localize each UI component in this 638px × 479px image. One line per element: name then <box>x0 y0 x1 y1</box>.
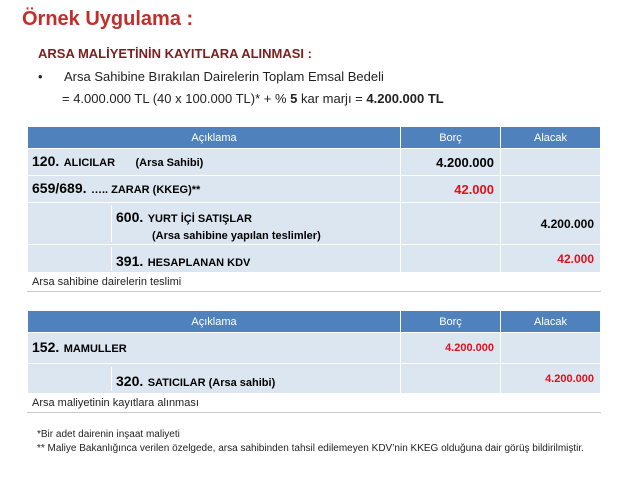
formula-prefix: = 4.000.000 TL (40 x 100.000 TL)* + % <box>62 91 291 106</box>
account-code: 391. <box>116 252 144 269</box>
table-note-row <box>28 273 601 292</box>
formula-rate: 5 <box>290 91 298 106</box>
account-name: MAMULLER <box>63 343 127 355</box>
header-desc: Açıklama <box>28 311 401 333</box>
header-debit: Borç <box>401 311 501 333</box>
account-name: ….. ZARAR (KKEG)** <box>90 184 201 196</box>
table-header <box>28 127 601 149</box>
credit-cell: 42.000 <box>501 245 601 273</box>
table-row <box>28 245 601 273</box>
section-subtitle: ARSA MALİYETİNİN KAYITLARA ALINMASI : <box>38 46 312 61</box>
table-row <box>28 364 601 394</box>
account-extra: (Arsa sahibine yapılan teslimler) <box>152 230 321 242</box>
footnote-1: *Bir adet dairenin inşaat maliyeti <box>37 429 180 440</box>
debit-cell <box>401 364 501 394</box>
formula-total: 4.200.000 TL <box>366 91 444 106</box>
header-credit: Alacak <box>501 127 601 149</box>
credit-cell: 4.200.000 <box>501 364 601 394</box>
debit-cell <box>401 245 501 273</box>
debit-cell: 4.200.000 <box>401 149 501 176</box>
account-cell <box>28 364 401 394</box>
table-row <box>28 176 601 203</box>
account-code: 152. <box>32 339 60 355</box>
credit-cell <box>501 149 601 176</box>
footnote-2: ** Maliye Bakanlığınca verilen özelgede, arsa sahibinden tahsil edilemeyen KDV’nin KKEG olduğuna dair görüş bildirilmiştir. <box>37 443 584 454</box>
account-name: HESAPLANAN KDV <box>147 256 251 269</box>
table-note: Arsa sahibine dairelerin teslimi <box>28 273 601 292</box>
slide-title: Örnek Uygulama : <box>22 8 194 30</box>
debit-cell: 42.000 <box>401 176 501 203</box>
bullet-dot-icon: • <box>38 69 43 84</box>
account-cell <box>28 176 401 203</box>
account-name: ALICILAR <box>63 157 116 169</box>
table-header <box>28 311 601 333</box>
account-cell <box>28 149 401 176</box>
table-row <box>28 149 601 176</box>
header-credit: Alacak <box>501 311 601 333</box>
table-row <box>28 203 601 245</box>
account-code: 120. <box>32 153 60 169</box>
credit-cell <box>501 333 601 364</box>
journal-table-2 <box>27 310 601 413</box>
account-name: SATICILAR (Arsa sahibi) <box>147 376 276 389</box>
header-debit: Borç <box>401 127 501 149</box>
account-code: 320. <box>116 372 144 389</box>
formula-middle: kar marjı = <box>297 91 367 106</box>
account-name: YURT İÇİ SATIŞLAR <box>147 213 252 225</box>
account-cell <box>28 333 401 364</box>
account-code: 600. <box>116 209 144 225</box>
table-note: Arsa maliyetinin kayıtlara alınması <box>28 394 601 413</box>
bullet-text: Arsa Sahibine Bırakılan Dairelerin Toplam Emsal Bedeli <box>64 69 384 84</box>
formula-line <box>62 91 444 106</box>
table-row <box>28 333 601 364</box>
debit-cell: 4.200.000 <box>401 333 501 364</box>
journal-table-1 <box>27 126 601 292</box>
footnotes <box>37 428 597 456</box>
account-extra: (Arsa Sahibi) <box>135 157 204 169</box>
credit-cell: 4.200.000 <box>501 203 601 245</box>
header-desc: Açıklama <box>28 127 401 149</box>
credit-cell <box>501 176 601 203</box>
account-cell <box>28 245 401 273</box>
bullet-item <box>38 69 384 84</box>
table-note-row <box>28 394 601 413</box>
debit-cell <box>401 203 501 245</box>
account-cell <box>28 203 401 245</box>
account-code: 659/689. <box>32 180 87 196</box>
